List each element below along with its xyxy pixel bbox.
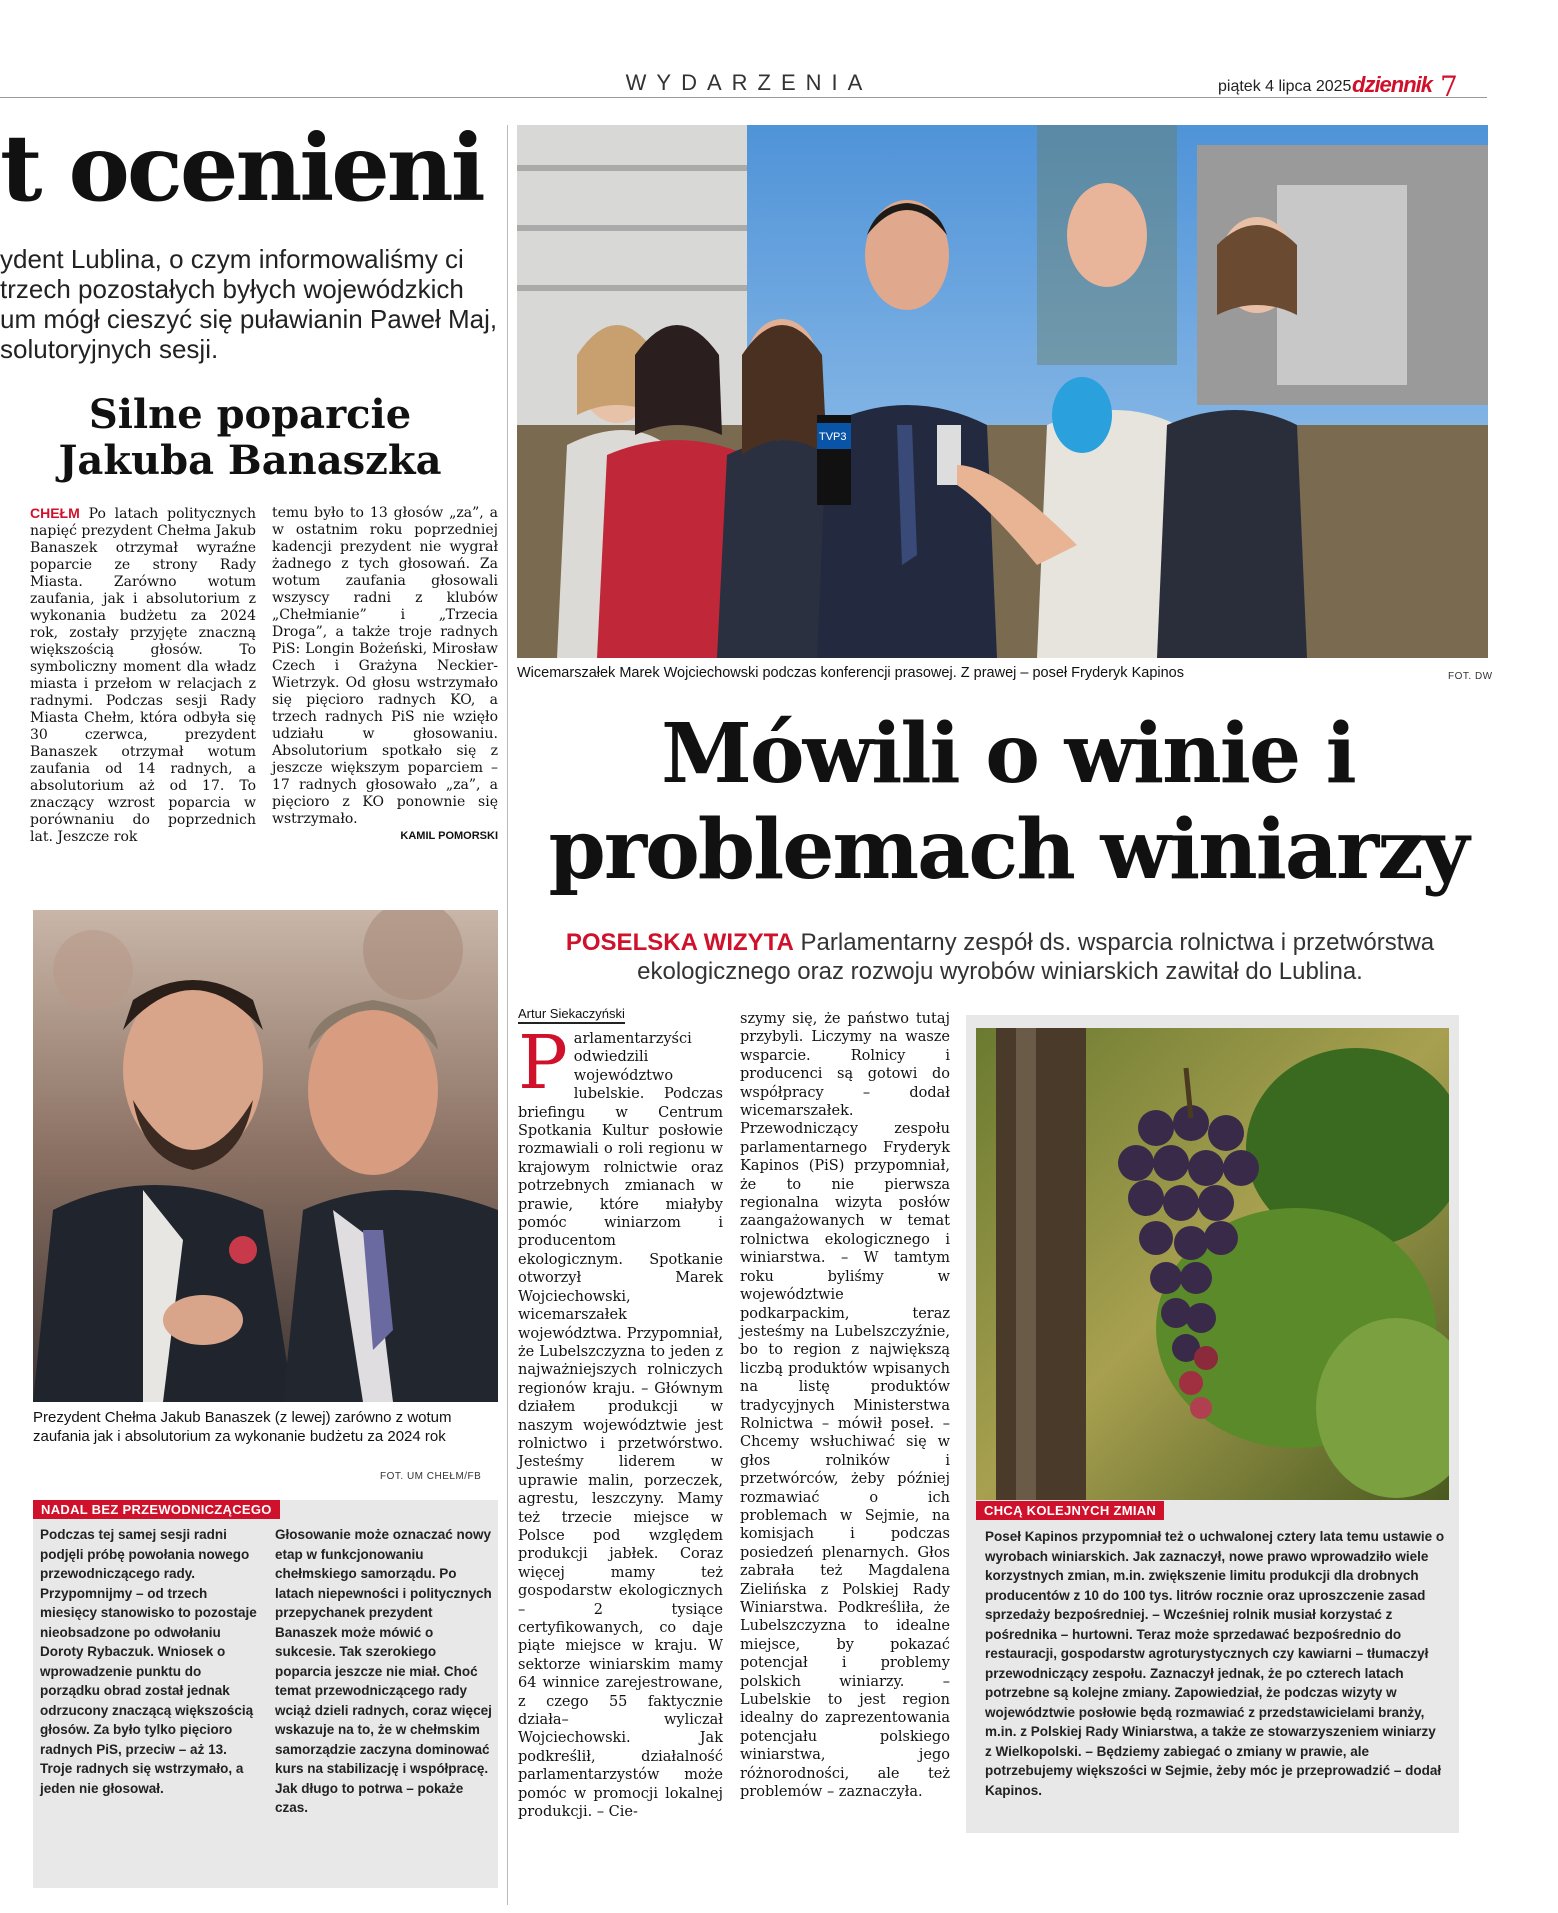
main-column-1 <box>518 1020 723 1821</box>
left-kicker: CHEŁM <box>30 505 80 521</box>
main-author: Artur Siekaczyński <box>518 1006 625 1024</box>
left-column-1 <box>30 505 256 846</box>
left-headline: t ocenieni <box>0 114 483 222</box>
main-kicker: POSELSKA WIZYTA <box>565 929 794 956</box>
changes-box-text: Poseł Kapinos przypomniał też o uchwalonej cztery lata temu ustawie o wyrobach winiarskich. Jak zaznaczył, nowe prawo wprowadziło wiele korzystnych zmian, m.in. zwiększenie limitu produkcji dla drobnych producentów z 10 do 100 tys. litrów rocznie oraz uproszczenie zasad sprzedaży bezpośredniej. – Wcześniej rolnik musiał korzystać z pośrednika – hurtowni. Teraz może sprzedawać bezpośrednio do restauracji, gospodarstw agroturystycznych czy kawiarni – tłumaczył przewodniczący zespołu. Zaznaczył jednak, że po czterech latach potrzebne są kolejne zmiany. Zapowiedział, że podczas wizyty w województwie posłowie będą rozmawiać z przedstawicielami branży, m.in. z Polskiej Rady Winiarstwa, a także ze stowarzyszeniem winiarzy z Wielkopolski. – Będziemy zabiegać o zmiany w prawie, ale potrzebujemy większości w Sejmie, żeby móc je przeprowadzić – dodał Kapinos. <box>985 1529 1445 1798</box>
press-photo-credit: FOT. DW <box>1448 671 1493 682</box>
page-number: 7 <box>1440 70 1458 103</box>
left-author: KAMIL POMORSKI <box>400 830 498 842</box>
newspaper-logo: dziennik <box>1352 72 1433 97</box>
main-lead <box>520 928 1480 986</box>
banaszek-photo-caption: Prezydent Chełma Jakub Banaszek (z lewej) zarówno z wotum zaufania jak i absolutorium za wykonanie budżetu za 2024 rok <box>33 1409 452 1445</box>
chairman-box-tag: NADAL BEZ PRZEWODNICZĄCEGO <box>33 1500 280 1519</box>
issue-date: piątek 4 lipca 2025 <box>1218 78 1352 95</box>
dropcap: P <box>518 1020 568 1106</box>
press-photo-caption: Wicemarszałek Marek Wojciechowski podczas konferencji prasowej. Z prawej – poseł Fryderyk Kapinos <box>517 665 1184 681</box>
main-column-1-text: arlamentarzyści odwiedzili województwo lubelskie. Podczas briefingu w Centrum Spotkania Kultur posłowie rozmawiali o roli regionu w krajowym rolnictwie oraz potrzebnych zmianach w prawie, które miałyby pomóc winiarzom i producentom ekologicznym. Spotkanie otworzył Marek Wojciechowski, wicemarszałek województwa. Przypomniał, że Lubelszczyzna to jeden z najważniejszych rolniczych regionów kraju. – Głównym działem produkcji w naszym województwie jest rolnictwo i przetwórstwo. Jesteśmy liderem w uprawie malin, porzeczek, agrestu, leszczyny. Mamy też trzecie miejsce w Polsce pod względem produkcji jabłek. Coraz więcej mamy też gospodarstw ekologicznych – 2 tysiące certyfikowanych, co daje piąte miejsce w kraju. W sektorze winiarskim mamy 64 winnice zarejestrowane, z czego 55 faktycznie działa– wyliczał Wojciechowski. Jak podkreślił, działalność parlamentarzystów może pomóc w promocji lokalnej produkcji. – Cie- <box>518 1031 723 1821</box>
left-column-2-text: temu było to 13 głosów „za”, a w ostatnim roku poprzedniej kadencji prezydent nie wygrał żadnego z tych głosowań. Za wotum zaufania głosowali wszyscy radni z klubów „Chełmianie” i „Trzecia Droga”, a także troje radnych PiS: Longin Bożeński, Mirosław Czech i Grażyna Neckier-Wietrzyk. Od głosu wstrzymało się pięcioro radnych KO, a trzech radnych PiS nie wzięło udziału w głosowaniu. Absolutorium spotkało się z jeszcze większym poparciem – 17 radnych głosowało „za”, a pięcioro z KO ponownie się wstrzymało. <box>272 505 498 827</box>
banaszek-photo-image <box>33 910 498 1402</box>
left-column-2 <box>272 505 498 845</box>
chairman-box-col2: Głosowanie może oznaczać nowy etap w funkcjonowaniu chełmskiego samorządu. Po latach niepewności i politycznych przepychanek prezydent Banaszek może mówić o sukcesie. Tak szerokiego poparcia jeszcze nie miał. Choć temat przewodniczącego rady wciąż dzieli radnych, coraz więcej wskazuje na to, że w chełmskim samorządzie zaczyna dominować kurs na stabilizację i współpracę. Jak długo to potrwa – pokaże czas. <box>275 1527 492 1815</box>
section-label: WYDARZENIA <box>618 70 880 96</box>
grapes-image <box>976 1028 1449 1500</box>
main-lead-text: Parlamentarny zespół ds. wsparcia rolnictwa i przetwórstwa ekologicznego oraz rozwoju wyrobów winiarskich zawitał do Lublina. <box>637 929 1435 985</box>
left-column-1-text: Po latach politycznych napięć prezydent Chełma Jakub Banaszek otrzymał wyraźne poparcie ze strony Rady Miasta. Zarówno wotum zaufania, jak i absolutorium z wykonania budżetu za 2024 rok, zostały przyjęte znaczną większością głosów. To symboliczny moment dla władz miasta i przełom w relacjach z radnymi. Podczas sesji Rady Miasta Chełm, która odbyła się 30 czerwca, prezydent Banaszek otrzymał wotum zaufania od 14 radnych, a absolutorium aż od 17. To znaczący wzrost poparcia w porównaniu do poprzednich lat. Jeszcze rok <box>30 506 257 845</box>
main-headline: Mówili o winie i problemach winiarzy <box>548 706 1468 898</box>
mic-label: TVP3 <box>819 431 847 443</box>
chairman-box-col1: Podczas tej samej sesji radni podjęli próbę powołania nowego przewodniczącego rady. Przypomnijmy – od trzech miesięcy stanowisko to pozostaje nieobsadzone po odwołaniu Doroty Rybaczuk. Wniosek o wprowadzenie punktu do porządku obrad został jednak odrzucony znaczącą większością głosów. Za było tylko pięcioro radnych PiS, przeciw – aż 13. Troje radnych się wstrzymało, a jeden nie głosował. <box>40 1527 257 1796</box>
left-subheadline: Silne poparcie Jakuba Banaszka <box>58 391 442 484</box>
header-rule <box>0 97 1487 98</box>
press-conference-image <box>517 125 1488 658</box>
banaszek-photo-credit: FOT. UM CHEŁM/FB <box>380 1471 482 1482</box>
changes-box-tag: CHCĄ KOLEJNYCH ZMIAN <box>976 1501 1164 1520</box>
press-conference-photo <box>517 125 1488 658</box>
column-divider <box>507 125 508 1905</box>
grapes-photo <box>976 1028 1449 1500</box>
banaszek-photo <box>33 910 498 1402</box>
main-column-2: szymy się, że państwo tutaj przybyli. Liczymy na wasze wsparcie. Rolnicy i producenci są gotowi do współpracy – dodał wicemarszałek. Przewodniczący zespołu parlamentarnego Fryderyk Kapinos (PiS) przypomniał, że to nie pierwsza regionalna wizyta posłów zaangażowanych w temat rolnictwa ekologicznego i winiarstwa. – W tamtym roku byliśmy w województwie podkarpackim, teraz jesteśmy na Lubelszczyźnie, bo to region z największą liczbą produktów wpisanych na listę produktów tradycyjnych Ministerstwa Rolnictwa – mówił poseł. – Chcemy wsłuchiwać się w głos rolników i przetwórców, żeby później rozmawiać o ich problemach w Sejmie, na komisjach i podczas posiedzeń plenarnych. Głos zabrała też Magdalena Zielińska z Polskiej Rady Winiarstwa. Podkreśliła, że Lubelszczyzna to idealne miejsce, by pokazać potencjał i problemy polskich winiarzy. – Lubelskie to jest region idealny do zaprezentowania potencjału polskiego winiarstwa, jego różnorodności, ale też problemów – zaznaczyła. <box>740 1011 950 1801</box>
left-lead: ydent Lublina, o czym informowaliśmy ci trzech pozostałych byłych wojewódzkich um mógł cieszyć się puławianin Paweł Maj, solutoryjnych sesji. <box>0 244 498 364</box>
